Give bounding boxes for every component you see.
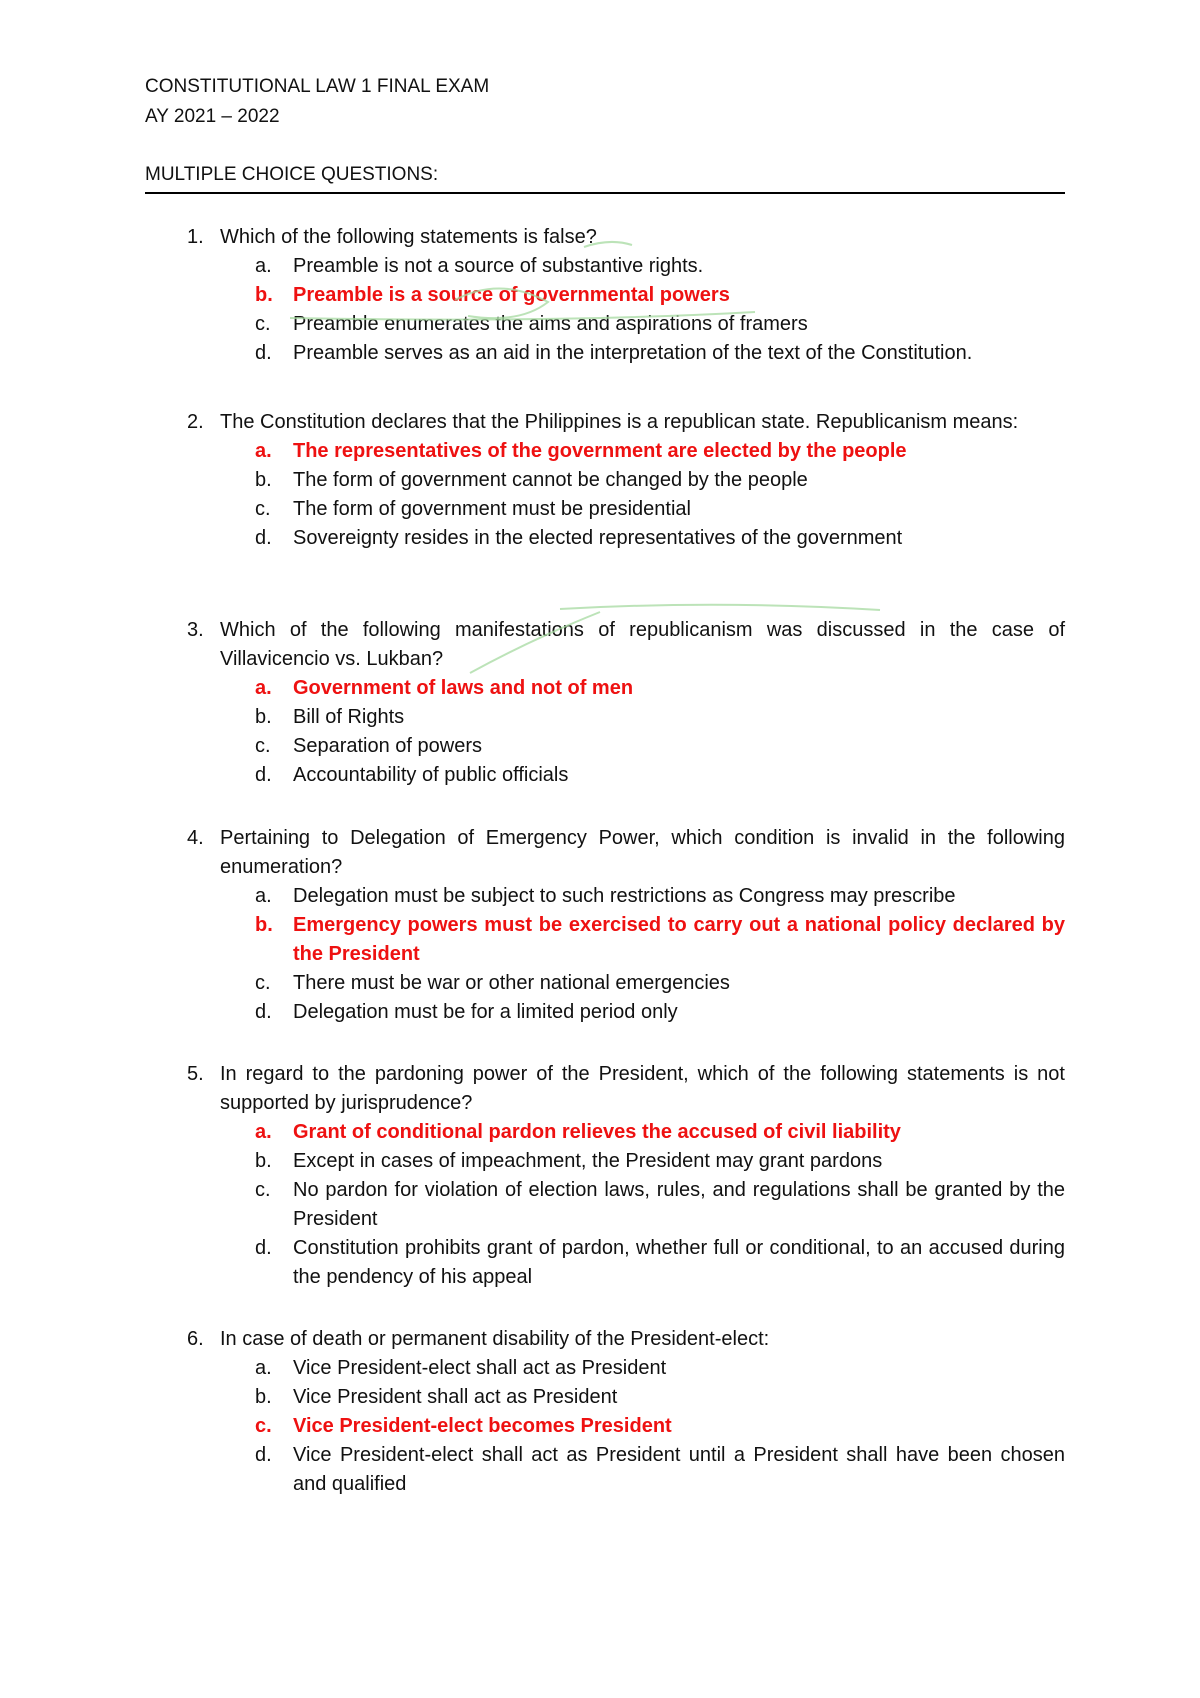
- question-4: [145, 824, 1065, 1027]
- option-b: [145, 1147, 1065, 1176]
- section-divider: [145, 192, 1065, 194]
- option-d: [145, 524, 1065, 553]
- ink-stroke-mark: [560, 605, 880, 610]
- option-c: [145, 1176, 1065, 1234]
- exam-header: [145, 72, 1065, 132]
- options-list: [145, 674, 1065, 790]
- exam-title: CONSTITUTIONAL LAW 1 FINAL EXAM: [145, 76, 490, 97]
- option-text: Accountability of public officials: [293, 764, 569, 786]
- question-3: [145, 616, 1065, 790]
- question-stem: [145, 1060, 1065, 1118]
- question-number: 5.: [187, 1063, 204, 1085]
- option-b-answer: [145, 911, 1065, 969]
- question-number: 1.: [187, 226, 204, 248]
- option-letter: c.: [255, 735, 271, 757]
- option-text: Preamble enumerates the aims and aspirations of framers: [293, 313, 808, 335]
- option-letter: b.: [255, 1150, 272, 1172]
- question-6: [145, 1325, 1065, 1499]
- question-stem: [145, 1325, 1065, 1354]
- option-c: [145, 969, 1065, 998]
- question-text: In regard to the pardoning power of the President, which of the following statements is not supported by jurisprudence?: [220, 1063, 1065, 1114]
- option-letter: c.: [255, 1415, 272, 1437]
- option-a: [145, 882, 1065, 911]
- option-letter: c.: [255, 1179, 271, 1201]
- question-1: [145, 223, 1065, 368]
- option-c: [145, 732, 1065, 761]
- option-text: Preamble is not a source of substantive rights.: [293, 255, 704, 277]
- option-a-answer: [145, 1118, 1065, 1147]
- option-text: No pardon for violation of election laws, rules, and regulations shall be granted by the President: [293, 1179, 1065, 1230]
- option-letter: a.: [255, 1121, 272, 1143]
- question-2: [145, 408, 1065, 553]
- option-letter: c.: [255, 498, 271, 520]
- academic-year: AY 2021 – 2022: [145, 106, 280, 127]
- question-stem: [145, 223, 1065, 252]
- question-stem: [145, 616, 1065, 674]
- option-text: The representatives of the government are elected by the people: [293, 440, 907, 462]
- option-letter: b.: [255, 284, 273, 306]
- option-letter: d.: [255, 342, 272, 364]
- option-letter: b.: [255, 1386, 272, 1408]
- option-text: Grant of conditional pardon relieves the accused of civil liability: [293, 1121, 901, 1143]
- option-text: Emergency powers must be exercised to carry out a national policy declared by the President: [293, 914, 1065, 965]
- option-a: [145, 252, 1065, 281]
- option-d: [145, 998, 1065, 1027]
- options-list: [145, 882, 1065, 1027]
- option-letter: c.: [255, 313, 271, 335]
- option-text: Except in cases of impeachment, the President may grant pardons: [293, 1150, 883, 1172]
- option-b: [145, 703, 1065, 732]
- option-text: Bill of Rights: [293, 706, 405, 728]
- option-text: There must be war or other national emergencies: [293, 972, 730, 994]
- option-b: [145, 466, 1065, 495]
- option-d: [145, 339, 1065, 368]
- option-letter: a.: [255, 885, 272, 907]
- question-number: 4.: [187, 827, 204, 849]
- option-letter: d.: [255, 1444, 272, 1466]
- option-letter: b.: [255, 706, 272, 728]
- option-text: Preamble serves as an aid in the interpretation of the text of the Constitution.: [293, 342, 973, 364]
- option-c-answer: [145, 1412, 1065, 1441]
- option-text: Preamble is a source of governmental powers: [293, 284, 730, 306]
- option-b-answer: [145, 281, 1065, 310]
- option-letter: d.: [255, 1237, 272, 1259]
- option-letter: a.: [255, 440, 272, 462]
- option-text: Delegation must be subject to such restrictions as Congress may prescribe: [293, 885, 956, 907]
- question-stem: [145, 408, 1065, 437]
- section-title: MULTIPLE CHOICE QUESTIONS:: [145, 164, 439, 185]
- option-c: [145, 310, 1065, 339]
- question-number: 2.: [187, 411, 204, 433]
- option-letter: a.: [255, 255, 272, 277]
- question-text: In case of death or permanent disability of the President-elect:: [220, 1328, 770, 1350]
- option-letter: d.: [255, 764, 272, 786]
- option-letter: a.: [255, 1357, 272, 1379]
- option-a: [145, 1354, 1065, 1383]
- option-d: [145, 1441, 1065, 1499]
- option-letter: a.: [255, 677, 272, 699]
- option-letter: d.: [255, 1001, 272, 1023]
- question-text: The Constitution declares that the Philippines is a republican state. Republicanism means:: [220, 411, 1019, 433]
- options-list: [145, 252, 1065, 368]
- option-text: The form of government cannot be changed by the people: [293, 469, 808, 491]
- option-text: Constitution prohibits grant of pardon, whether full or conditional, to an accused during the pendency of his appeal: [293, 1237, 1065, 1288]
- option-a-answer: [145, 437, 1065, 466]
- option-text: The form of government must be presidential: [293, 498, 691, 520]
- option-text: Delegation must be for a limited period only: [293, 1001, 678, 1023]
- option-text: Sovereignty resides in the elected representatives of the government: [293, 527, 903, 549]
- option-text: Separation of powers: [293, 735, 483, 757]
- option-text: Vice President-elect shall act as President: [293, 1357, 667, 1379]
- option-text: Vice President-elect becomes President: [293, 1415, 672, 1437]
- option-b: [145, 1383, 1065, 1412]
- options-list: [145, 1354, 1065, 1499]
- option-letter: b.: [255, 914, 273, 936]
- options-list: [145, 437, 1065, 553]
- question-number: 3.: [187, 619, 204, 641]
- option-d: [145, 1234, 1065, 1292]
- question-text: Which of the following manifestations of republicanism was discussed in the case of Villavicencio vs. Lukban?: [220, 619, 1065, 670]
- question-5: [145, 1060, 1065, 1292]
- option-letter: d.: [255, 527, 272, 549]
- option-letter: b.: [255, 469, 272, 491]
- options-list: [145, 1118, 1065, 1292]
- option-a-answer: [145, 674, 1065, 703]
- option-text: Vice President-elect shall act as President until a President shall have been chosen and qualified: [293, 1444, 1065, 1495]
- option-text: Vice President shall act as President: [293, 1386, 618, 1408]
- question-text: Pertaining to Delegation of Emergency Power, which condition is invalid in the following enumeration?: [220, 827, 1065, 878]
- option-letter: c.: [255, 972, 271, 994]
- option-c: [145, 495, 1065, 524]
- question-text: Which of the following statements is false?: [220, 226, 597, 248]
- option-d: [145, 761, 1065, 790]
- option-text: Government of laws and not of men: [293, 677, 634, 699]
- question-stem: [145, 824, 1065, 882]
- question-number: 6.: [187, 1328, 204, 1350]
